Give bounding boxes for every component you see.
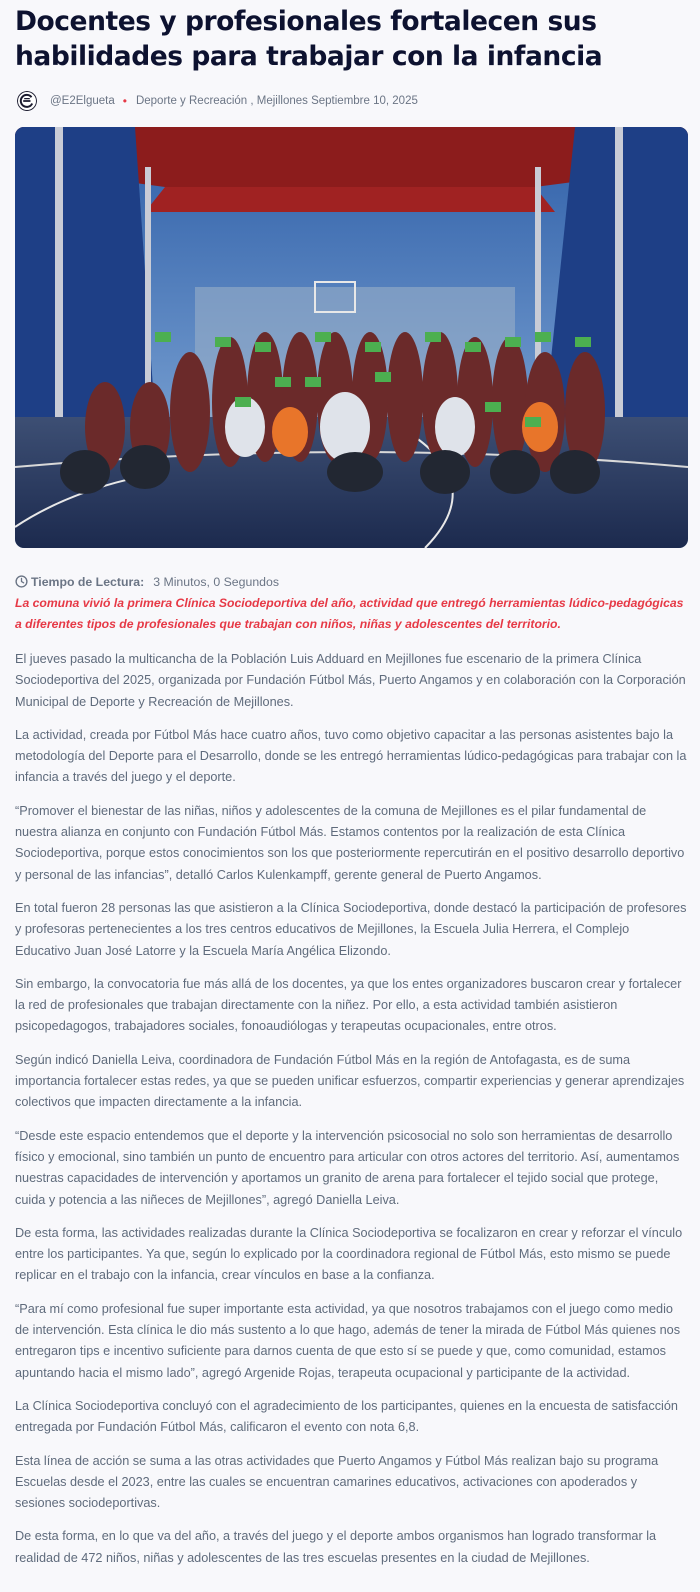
paragraph: Según indicó Daniella Leiva, coordinadora de Fundación Fútbol Más en la región de Antofagasta, es de suma importancia fortalecer estas redes, ya que se pueden unificar esfuerzos, compartir experiencias y generar aprendizajes colectivos que impacten directamente a la infancia.	[15, 1052, 685, 1110]
author-logo-icon[interactable]	[17, 91, 37, 111]
article-title: Docentes y profesionales fortalecen sus habilidades para trabajar con la infancia	[15, 6, 603, 72]
paragraph: “Para mí como profesional fue super importante esta actividad, ya que nosotros trabajamos con el juego como medio de intervención. Esta clínica le dio más sustento a lo que hago, además de tener la mirada de Fútbol Más quienes nos entregaron tips e incentivo suficiente para darnos cuenta de que esto sí se puede y que, como comunidad, estamos apuntando hacia el mismo lado”, agregó Argenide Rojas, terapeuta ocupacional y participante de la actividad.	[15, 1301, 681, 1380]
article-body	[15, 649, 685, 1569]
hero-photo	[15, 127, 688, 548]
paragraph: En total fueron 28 personas las que asistieron a la Clínica Sociodeportiva, donde destacó la participación de profesores y profesoras pertenecientes a los tres centros educativos de Mejillones, la Escuela Julia Herrera, el Complejo Educativo Juan José Latorre y la Escuela María Angélica Elizondo.	[15, 900, 687, 958]
clock-icon	[15, 575, 28, 588]
author-link[interactable]: @E2Elgueta	[50, 95, 115, 107]
paragraph: De esta forma, las actividades realizadas durante la Clínica Sociodeportiva se focalizaron en crear y reforzar el vínculo entre los participantes. Ya que, según lo explicado por la coordinadora regional de Fútbol Más, esto mismo se puede replicar en el trabajo con la infancia, crear vínculos en base a la confianza.	[15, 1225, 683, 1283]
reading-time-label: Tiempo de Lectura:	[31, 574, 145, 589]
reading-time-value: 3 Minutos, 0 Segundos	[153, 574, 279, 589]
paragraph: La Clínica Sociodeportiva concluyó con el agradecimiento de los participantes, quienes en la encuesta de satisfacción entregada por Fundación Fútbol Más, calificaron el evento con nota 6,8.	[15, 1398, 678, 1435]
reading-time	[15, 573, 685, 590]
paragraph: Sin embargo, la convocatoria fue más allá de los docentes, ya que los entes organizadores buscaron crear y fortalecer la red de profesionales que trabajan directamente con la niñez. Por ello, a esta actividad también asistieron psicopedagogos, trabajadores sociales, fonoaudiólogas y terapeutas ocupacionales, entre otros.	[15, 976, 682, 1034]
article-meta	[15, 89, 685, 113]
paragraph: De esta forma, en lo que va del año, a través del juego y el deporte ambos organismos han logrado transformar la realidad de 472 niños, niñas y adolescentes de las tres escuelas presentes en la ciudad de Mejillones.	[15, 1529, 657, 1565]
paragraph: El jueves pasado la multicancha de la Población Luis Adduard en Mejillones fue escenario de la primera Clínica Sociodeportiva del 2025, organizada por Fundación Fútbol Más, Puerto Angamos y en colaboración con la Corporación Municipal de Deporte y Recreación de Mejillones.	[15, 652, 686, 709]
article-lead: La comuna vivió la primera Clínica Sociodeportiva del año, actividad que entregó herramientas lúdico-pedagógicas a diferentes tipos de profesionales que trabajan con niños, niñas y adolescentes del territorio.	[15, 596, 684, 631]
paragraph: Esta línea de acción se suma a las otras actividades que Puerto Angamos y Fútbol Más realizan bajo su programa Escuelas desde el 2023, entre las cuales se encuentran camarines educativos, activaciones con apoderados y sesiones sociodeportivas.	[15, 1453, 659, 1511]
separator-dot: •	[122, 94, 127, 108]
paragraph: “Desde este espacio entendemos que el deporte y la intervención psicosocial no solo son herramientas de desarrollo físico y emocional, sino también un punto de encuentro para articular con otros actores del territorio. Así, aumentamos nuestras capacidades de intervención y aportamos un granito de arena para fortalecer el tejido social que protege, cuida y potencia a las niñeces de Mejillones”, agregó Daniella Leiva.	[15, 1128, 680, 1207]
paragraph: La actividad, creada por Fútbol Más hace cuatro años, tuvo como objetivo capacitar a las personas asistentes bajo la metodología del Deporte para el Desarrollo, donde se les entregó herramientas lúdico-pedagógicas para trabajar con la infancia a través del juego y el deporte.	[15, 727, 687, 785]
category-location-date[interactable]: Deporte y Recreación , Mejillones Septiembre 10, 2025	[135, 95, 418, 107]
paragraph: “Promover el bienestar de las niñas, niños y adolescentes de la comuna de Mejillones es el pilar fundamental de nuestra alianza en conjunto con Fundación Fútbol Más. Estamos contentos por la realización de esta Clínica Sociodeportiva, porque estos conocimientos son los que posteriormente repercutirán en el positivo desarrollo deportivo y personal de las infancias”, detalló Carlos Kulenkampff, gerente general de Puerto Angamos.	[15, 803, 685, 882]
